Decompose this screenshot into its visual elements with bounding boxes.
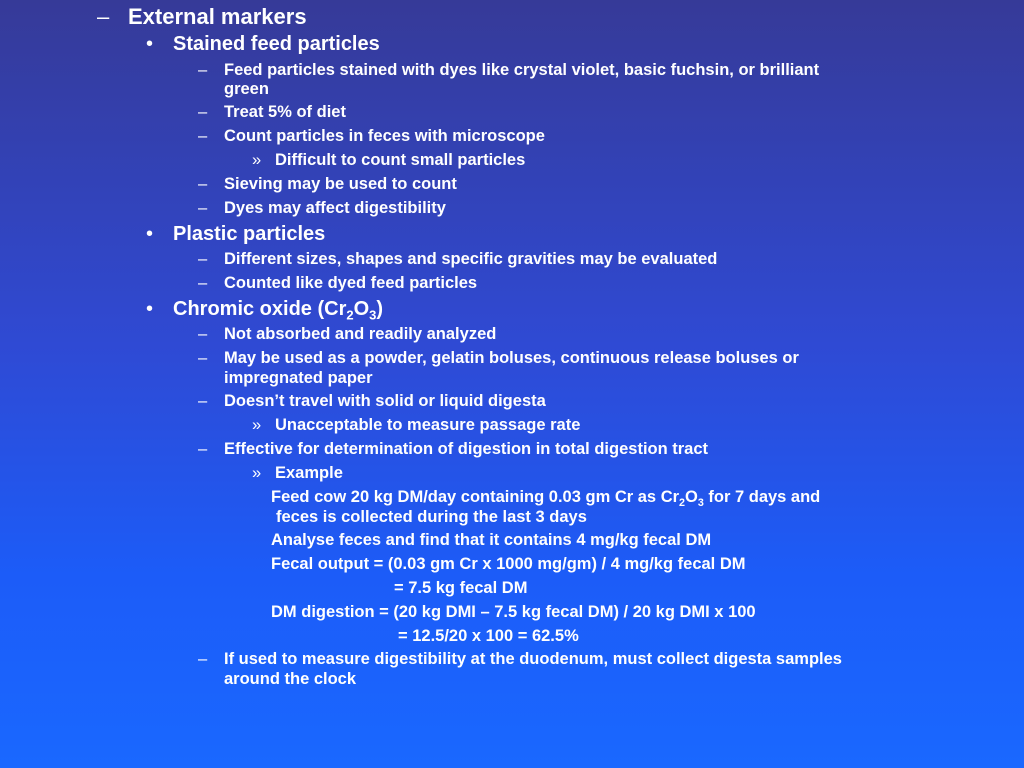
dash-marker: – (198, 325, 208, 343)
list-subitem: Difficult to count small particles (275, 151, 526, 169)
list-subitem: Unacceptable to measure passage rate (275, 416, 581, 434)
list-subitem-example: Example (275, 464, 343, 482)
example-line: Feed cow 20 kg DM/day containing 0.03 gm Cr as $Cr_2O_3$ for 7 days and (271, 488, 821, 509)
raquo-marker: » (252, 464, 262, 482)
example-line: Analyse feces and find that it contains 4 mg/kg fecal DM (271, 531, 712, 549)
list-item: Dyes may affect digestibility (224, 199, 446, 217)
dash-marker: – (198, 392, 208, 410)
heading-stained-feed-particles: Stained feed particles (173, 33, 380, 55)
list-item: If used to measure digestibility at the duodenum, must collect digesta samples (224, 650, 842, 668)
list-item: Doesn’t travel with solid or liquid digesta (224, 392, 546, 410)
list-item-continuation: green (224, 80, 269, 98)
dash-marker: – (97, 4, 110, 29)
dash-marker: – (198, 199, 208, 217)
example-line: Fecal output = (0.03 gm Cr x 1000 mg/gm) / 4 mg/kg fecal DM (271, 555, 746, 573)
list-item: Feed particles stained with dyes like crystal violet, basic fuchsin, or brilliant (224, 61, 820, 79)
dash-marker: – (198, 274, 208, 292)
dash-marker: – (198, 103, 208, 121)
example-line: feces is collected during the last 3 days (276, 508, 587, 526)
list-item: Sieving may be used to count (224, 175, 457, 193)
example-line: DM digestion = (20 kg DMI – 7.5 kg fecal DM) / 20 kg DMI x 100 (271, 603, 756, 621)
dash-marker: – (198, 349, 208, 367)
dash-marker: – (198, 175, 208, 193)
list-item: May be used as a powder, gelatin boluses, continuous release boluses or (224, 349, 799, 367)
heading-plastic-particles: Plastic particles (173, 223, 326, 245)
bullet-marker: • (146, 223, 154, 245)
list-item: Different sizes, shapes and specific gravities may be evaluated (224, 250, 718, 268)
raquo-marker: » (252, 151, 262, 169)
list-item: Count particles in feces with microscope (224, 127, 545, 145)
dash-marker: – (198, 61, 208, 79)
list-item-continuation: impregnated paper (224, 369, 373, 387)
list-item-continuation: around the clock (224, 670, 357, 688)
dash-marker: – (198, 650, 208, 668)
dash-marker: – (198, 250, 208, 268)
list-item: Not absorbed and readily analyzed (224, 325, 497, 343)
bullet-marker: • (146, 33, 154, 55)
bullet-marker: • (146, 298, 154, 320)
dash-marker: – (198, 440, 208, 458)
list-item: Effective for determination of digestion in total digestion tract (224, 440, 709, 458)
dash-marker: – (198, 127, 208, 145)
example-line: = 12.5/20 x 100 = 62.5% (398, 627, 579, 645)
heading-chromic-oxide: Chromic oxide $(Cr_2O_3)$ (173, 298, 384, 323)
list-item: Counted like dyed feed particles (224, 274, 478, 292)
example-line: = 7.5 kg fecal DM (394, 579, 528, 597)
raquo-marker: » (252, 416, 262, 434)
list-item: Treat 5% of diet (224, 103, 346, 121)
heading-external-markers: External markers (128, 4, 307, 29)
